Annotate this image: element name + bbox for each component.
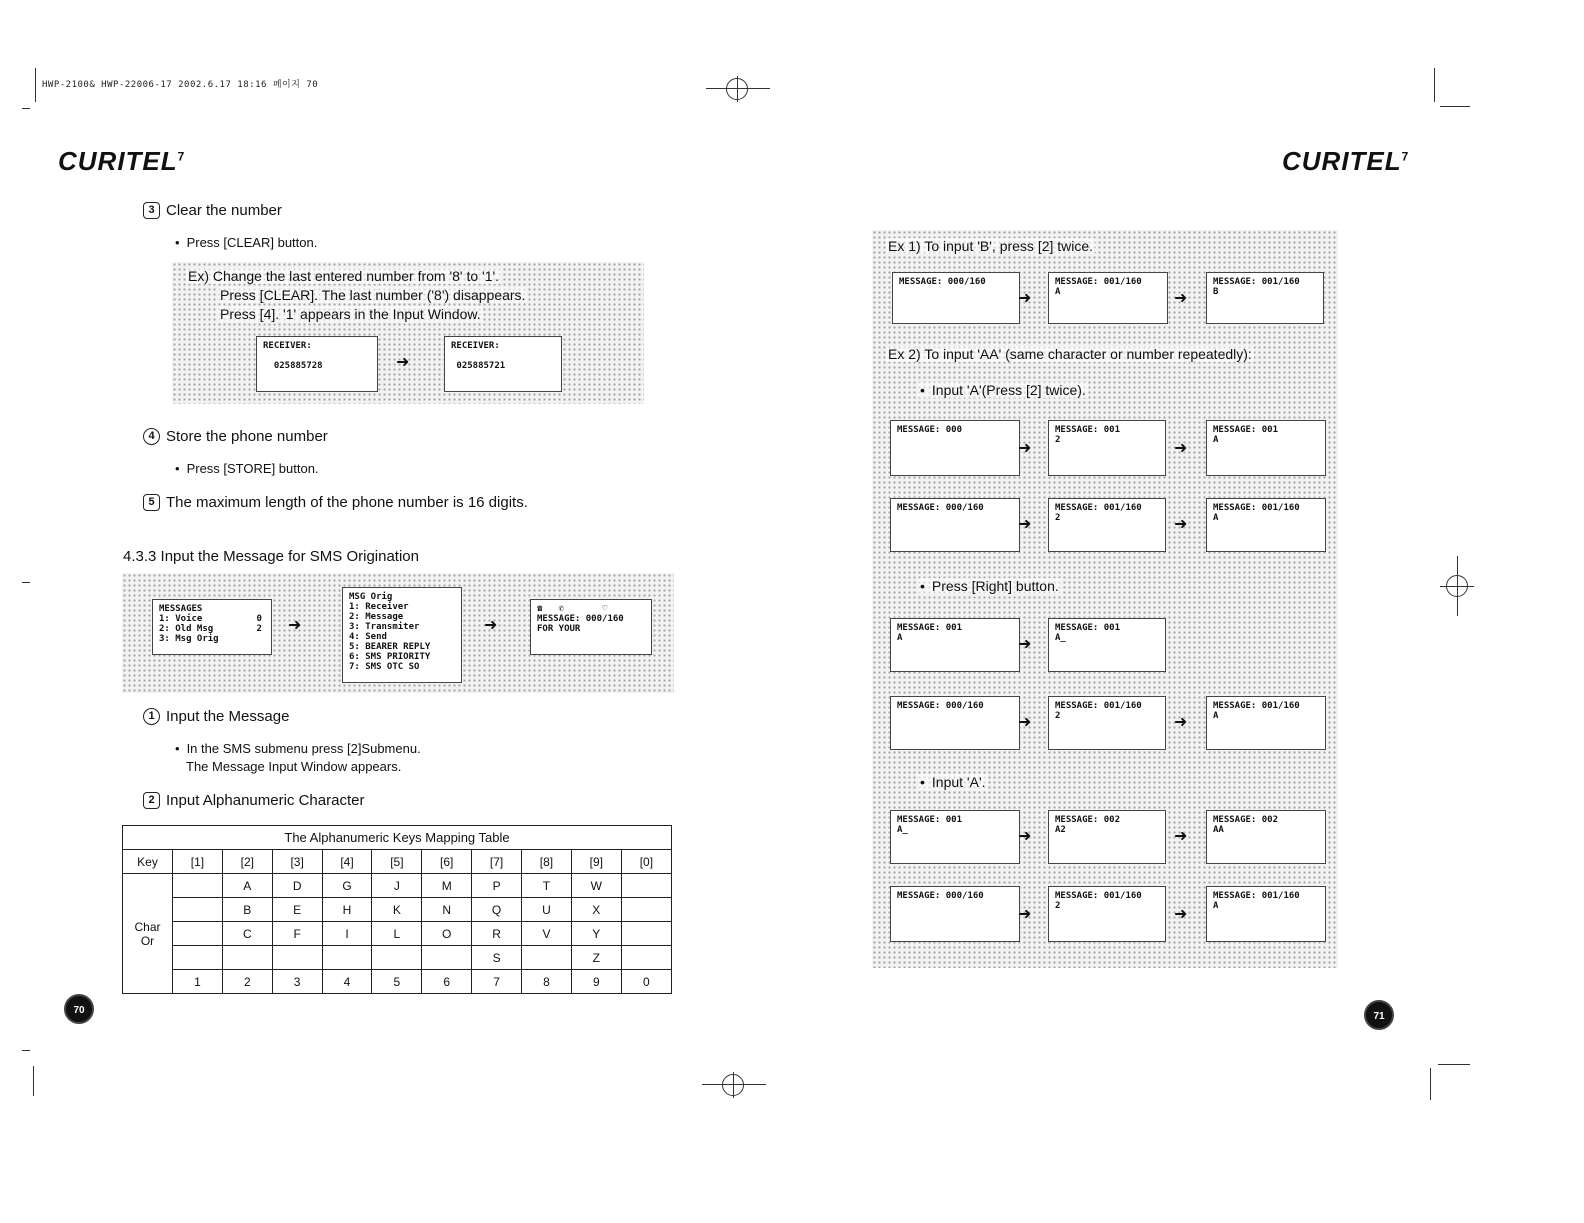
arrow-right-icon: ➜ <box>1018 440 1032 457</box>
phone-screen: MESSAGE: 001 A_ <box>890 810 1020 864</box>
status-icons: ☎ ✆ ♡ <box>537 604 608 614</box>
table-cell: [6] <box>422 850 472 874</box>
table-cell <box>173 898 223 922</box>
step-title: Input the Message <box>166 708 290 725</box>
step-input-message <box>143 708 289 725</box>
table-cell: L <box>372 922 422 946</box>
table-cell: 4 <box>322 970 372 994</box>
phone-screen: MESSAGE: 000/160 <box>890 498 1020 552</box>
table-cell: M <box>422 874 472 898</box>
brand-logo-left: CURITEL$^7$ <box>58 146 186 176</box>
step-max-length <box>143 494 528 511</box>
table-row <box>123 970 672 994</box>
step-title: The maximum length of the phone number is 16 digits. <box>166 494 528 511</box>
example-bullet: • Input 'A'. <box>918 774 988 790</box>
arrow-right-icon: ➜ <box>1174 290 1188 307</box>
table-cell: G <box>322 874 372 898</box>
store-bullet: • Press [STORE] button. <box>175 461 319 476</box>
input-bullet-cont: The Message Input Window appears. <box>186 759 402 774</box>
phone-screen: MESSAGE: 001/160 2 <box>1048 886 1166 942</box>
table-cell: R <box>472 922 522 946</box>
phone-screen: MESSAGE: 001/160 A <box>1206 886 1326 942</box>
table-cell: W <box>571 874 621 898</box>
arrow-right-icon: ➜ <box>396 354 410 371</box>
step-number: 2 <box>143 792 160 809</box>
print-header: HWP-2100& HWP-22006-17 2002.6.17 18:16 페이지 70 <box>42 80 319 90</box>
arrow-right-icon: ➜ <box>1174 828 1188 845</box>
page-number-badge: 70 <box>64 994 94 1024</box>
example-heading: Ex 2) To input 'AA' (same character or number repeatedly): <box>888 346 1252 362</box>
phone-screen: MESSAGE: 002 AA <box>1206 810 1326 864</box>
step-number: 4 <box>143 428 160 445</box>
table-cell: 6 <box>422 970 472 994</box>
page-number-badge: 71 <box>1364 1000 1394 1030</box>
phone-screen: MESSAGE: 000/160 <box>892 272 1020 324</box>
example-line: Press [CLEAR]. The last number ('8') disappears. <box>220 287 526 303</box>
table-cell: 5 <box>372 970 422 994</box>
crop-mark <box>22 582 30 583</box>
phone-screen-msg-orig: MSG Orig 1: Receiver 2: Message 3: Transmiter 4: Send 5: BEARER REPLY 6: SMS PRIORITY 7: SMS OTC SO <box>342 587 462 683</box>
table-cell: [8] <box>522 850 572 874</box>
table-cell: 2 <box>222 970 272 994</box>
table-row <box>123 922 672 946</box>
crop-mark <box>33 1066 34 1096</box>
table-cell <box>173 922 223 946</box>
phone-screen: MESSAGE: 001/160 A <box>1206 696 1326 750</box>
phone-screen: MESSAGE: 001/160 2 <box>1048 498 1166 552</box>
step-number: 1 <box>143 708 160 725</box>
table-cell: [9] <box>571 850 621 874</box>
table-cell <box>621 898 671 922</box>
table-cell: 8 <box>522 970 572 994</box>
table-row <box>123 898 672 922</box>
registration-mark-icon <box>702 1072 766 1098</box>
arrow-right-icon: ➜ <box>484 617 498 634</box>
table-cell: [5] <box>372 850 422 874</box>
example-bullet: • Press [Right] button. <box>918 578 1061 594</box>
table-cell: 1 <box>173 970 223 994</box>
table-cell: F <box>272 922 322 946</box>
clear-example-panel <box>172 262 644 404</box>
step-title: Clear the number <box>166 202 282 219</box>
clear-bullet: • Press [CLEAR] button. <box>175 235 317 250</box>
step-store-number <box>143 428 328 445</box>
table-cell: N <box>422 898 472 922</box>
table-cell <box>173 946 223 970</box>
table-cell <box>422 946 472 970</box>
table-cell: [1] <box>173 850 223 874</box>
phone-screen: RECEIVER: 025885728 <box>256 336 378 392</box>
step-title: Input Alphanumeric Character <box>166 792 365 809</box>
table-cell: P <box>472 874 522 898</box>
example-heading: Ex 1) To input 'B', press [2] twice. <box>888 238 1094 254</box>
arrow-right-icon: ➜ <box>1174 440 1188 457</box>
table-cell <box>322 946 372 970</box>
step-input-alphanumeric <box>143 792 364 809</box>
crop-mark <box>22 1050 30 1051</box>
phone-screen: MESSAGE: 001/160 2 <box>1048 696 1166 750</box>
sms-menu-panel <box>122 573 674 693</box>
example-line: Ex) Change the last entered number from '8' to '1'. <box>188 268 500 284</box>
brand-logo-right: CURITEL$^7$ <box>1282 146 1410 176</box>
phone-screen-messages: MESSAGES 1: Voice 0 2: Old Msg 2 3: Msg Orig <box>152 599 272 655</box>
table-cell: [3] <box>272 850 322 874</box>
arrow-right-icon: ➜ <box>1018 906 1032 923</box>
crop-mark <box>1440 106 1470 107</box>
example-line: Press [4]. '1' appears in the Input Window. <box>220 306 481 322</box>
char-or-label: Char Or <box>123 874 173 994</box>
phone-screen-message-input: ☎ ✆ ♡ MESSAGE: 000/160 FOR YOUR <box>530 599 652 655</box>
table-cell: Key <box>123 850 173 874</box>
step-title: Store the phone number <box>166 428 328 445</box>
crop-mark <box>22 108 30 109</box>
phone-screen: MESSAGE: 000 <box>890 420 1020 476</box>
table-cell: J <box>372 874 422 898</box>
table-title: The Alphanumeric Keys Mapping Table <box>123 826 672 850</box>
phone-screen: MESSAGE: 001/160 A <box>1048 272 1168 324</box>
phone-screen: MESSAGE: 001 2 <box>1048 420 1166 476</box>
table-cell: Z <box>571 946 621 970</box>
arrow-right-icon: ➜ <box>288 617 302 634</box>
example-bullet: • Input 'A'(Press [2] twice). <box>918 382 1088 398</box>
table-cell: Y <box>571 922 621 946</box>
step-number: 3 <box>143 202 160 219</box>
input-bullet: • In the SMS submenu press [2]Submenu. <box>175 741 421 756</box>
table-cell: [4] <box>322 850 372 874</box>
phone-screen: RECEIVER: 025885721 <box>444 336 562 392</box>
arrow-right-icon: ➜ <box>1018 636 1032 653</box>
table-cell: K <box>372 898 422 922</box>
table-cell: [7] <box>472 850 522 874</box>
alphanumeric-mapping-table <box>122 825 672 994</box>
table-cell <box>621 874 671 898</box>
phone-screen: MESSAGE: 000/160 <box>890 696 1020 750</box>
table-cell: [0] <box>621 850 671 874</box>
table-cell: 9 <box>571 970 621 994</box>
step-clear-number <box>143 202 282 219</box>
table-cell: [2] <box>222 850 272 874</box>
crop-mark <box>1434 68 1435 102</box>
arrow-right-icon: ➜ <box>1018 714 1032 731</box>
table-cell <box>222 946 272 970</box>
table-cell <box>522 946 572 970</box>
table-cell: 3 <box>272 970 322 994</box>
table-cell: 7 <box>472 970 522 994</box>
table-cell <box>272 946 322 970</box>
registration-mark-icon <box>706 76 770 102</box>
table-cell <box>621 946 671 970</box>
registration-mark-icon <box>1440 556 1474 616</box>
table-cell: U <box>522 898 572 922</box>
table-cell: C <box>222 922 272 946</box>
phone-screen: MESSAGE: 001/160 B <box>1206 272 1324 324</box>
table-cell: O <box>422 922 472 946</box>
table-cell: D <box>272 874 322 898</box>
table-row <box>123 874 672 898</box>
table-cell: A <box>222 874 272 898</box>
arrow-right-icon: ➜ <box>1174 714 1188 731</box>
crop-mark <box>35 68 36 102</box>
table-cell: V <box>522 922 572 946</box>
table-cell: E <box>272 898 322 922</box>
table-cell <box>621 922 671 946</box>
input-examples-panel <box>872 230 1338 968</box>
phone-screen: MESSAGE: 000/160 <box>890 886 1020 942</box>
table-cell: 0 <box>621 970 671 994</box>
phone-screen: MESSAGE: 001/160 A <box>1206 498 1326 552</box>
table-header-row <box>123 850 672 874</box>
arrow-right-icon: ➜ <box>1174 516 1188 533</box>
table-cell: B <box>222 898 272 922</box>
table-cell: I <box>322 922 372 946</box>
table-cell: T <box>522 874 572 898</box>
table-cell: S <box>472 946 522 970</box>
section-heading: 4.3.3 Input the Message for SMS Origination <box>123 548 419 565</box>
crop-mark <box>1438 1064 1470 1065</box>
phone-screen: MESSAGE: 001 A_ <box>1048 618 1166 672</box>
crop-mark <box>1430 1068 1431 1100</box>
step-number: 5 <box>143 494 160 511</box>
table-cell: Q <box>472 898 522 922</box>
table-cell: H <box>322 898 372 922</box>
arrow-right-icon: ➜ <box>1018 828 1032 845</box>
phone-screen: MESSAGE: 001 A <box>1206 420 1326 476</box>
table-cell <box>173 874 223 898</box>
table-row <box>123 946 672 970</box>
arrow-right-icon: ➜ <box>1018 516 1032 533</box>
table-cell: X <box>571 898 621 922</box>
arrow-right-icon: ➜ <box>1018 290 1032 307</box>
phone-screen: MESSAGE: 002 A2 <box>1048 810 1166 864</box>
arrow-right-icon: ➜ <box>1174 906 1188 923</box>
table-cell <box>372 946 422 970</box>
phone-screen: MESSAGE: 001 A <box>890 618 1020 672</box>
